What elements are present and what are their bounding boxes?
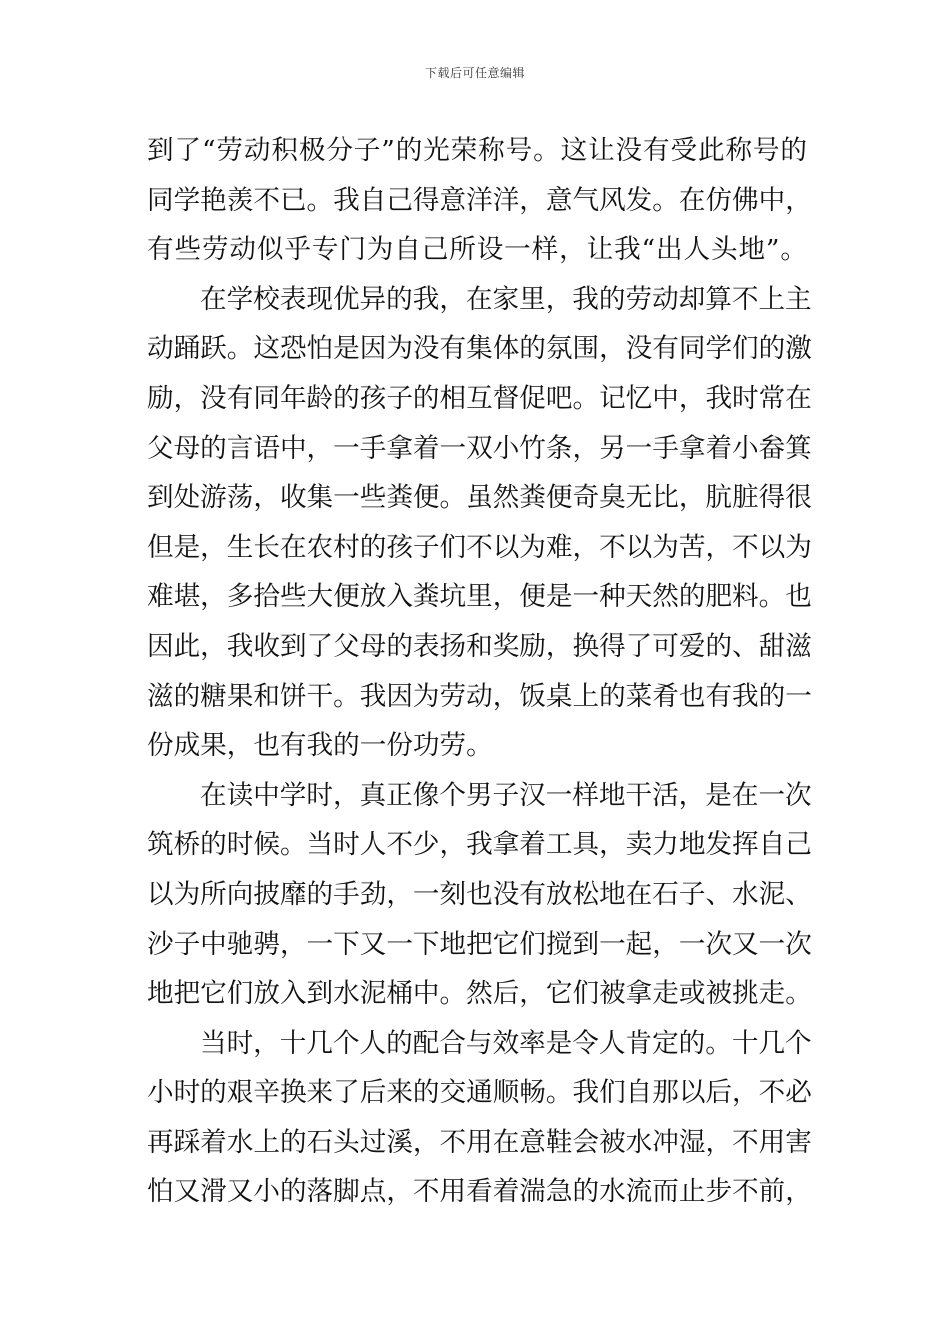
text-line: 到了“劳动积极分子”的光荣称号。这让没有受此称号的 [147,135,807,166]
text-line: 以为所向披靡的手劲，一刻也没有放松地在石子、水泥、 [147,878,812,910]
paragraph-last-line: 份成果，也有我的一份功劳。 [147,730,493,762]
text-line: 再踩着水上的石头过溪，不用在意鞋会被水冲湿，不用害 [147,1126,812,1158]
text-line: 励，没有同年龄的孩子的相互督促吧。记忆中，我时常在 [147,382,812,414]
text-line: 动踊跃。这恐怕是因为没有集体的氛围，没有同学们的激 [147,333,812,365]
paragraph-first-line: 在读中学时，真正像个男子汉一样地干活，是在一次 [200,779,812,811]
page-header: 下载后可任意编辑 [424,66,525,80]
text-line: 父母的言语中，一手拿着一双小竹条，另一手拿着小畚箕 [147,432,812,464]
text-line: 滋的糖果和饼干。我因为劳动，饭桌上的菜肴也有我的一 [147,680,812,712]
text-line: 同学艳羡不已。我自己得意洋洋，意气风发。在仿佛中， [147,184,812,216]
text-line: 怕又滑又小的落脚点，不用看着湍急的水流而止步不前， [147,1176,812,1208]
text-line: 到处游荡，收集一些粪便。虽然粪便奇臭无比，肮脏得很 [147,482,812,514]
paragraph-first-line: 在学校表现优异的我，在家里，我的劳动却算不上主 [200,283,812,315]
text-line: 因此，我收到了父母的表扬和奖励，换得了可爱的、甜滋 [147,630,812,662]
paragraph-first-line: 当时，十几个人的配合与效率是令人肯定的。十几个 [200,1027,812,1059]
text-line: 难堪，多拾些大便放入粪坑里，便是一种天然的肥料。也 [147,581,812,613]
paragraph-last-line: 地把它们放入到水泥桶中。然后，它们被拿走或被挑走。 [147,978,812,1010]
text-line: 有些劳动似乎专门为自己所设一样，让我“出人头地”。 [147,234,807,266]
text-line: 沙子中驰骋，一下又一下地把它们搅到一起，一次又一次 [147,928,812,960]
text-line: 但是，生长在农村的孩子们不以为难，不以为苦，不以为 [147,531,812,563]
body-text [147,126,812,1217]
text-line: 筑桥的时候。当时人不少，我拿着工具，卖力地发挥自己 [147,829,812,861]
text-line: 小时的艰辛换来了后来的交通顺畅。我们自那以后，不必 [147,1077,812,1109]
